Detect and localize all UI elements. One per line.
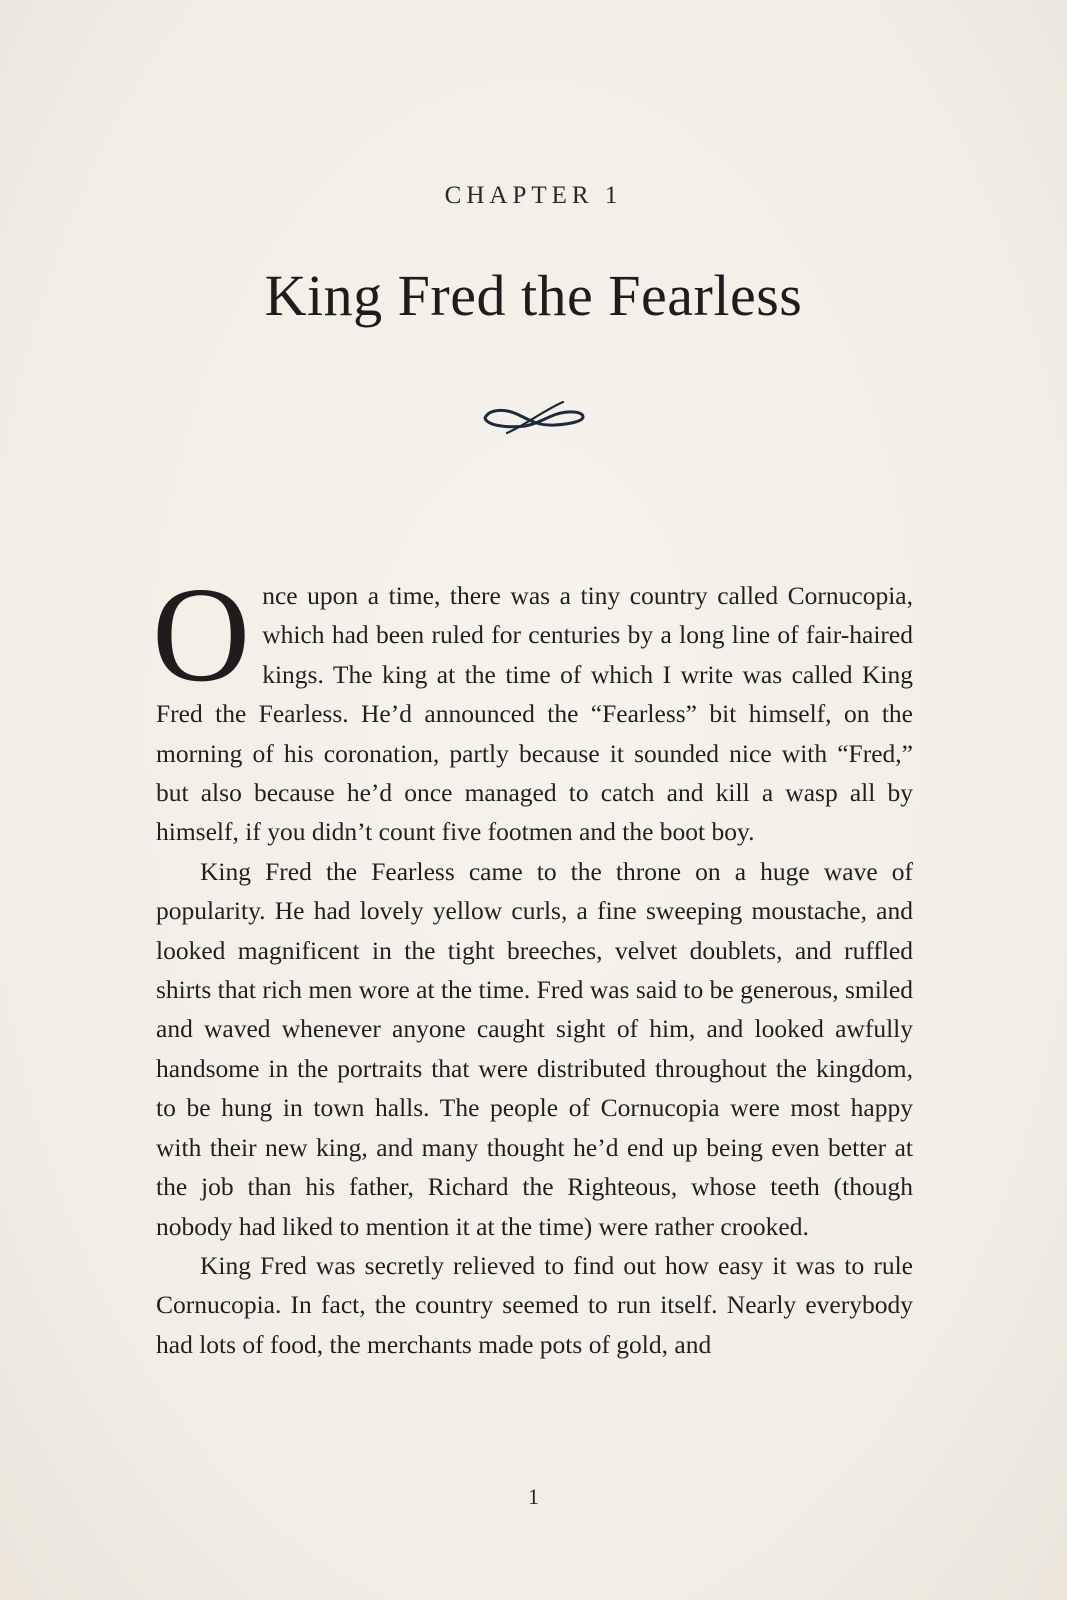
flourish-icon — [479, 396, 589, 440]
paragraph-2: King Fred the Fearless came to the throne on a huge wave of popularity. He had lovely yellow curls, a fine sweeping moustache, and looked magnificent in the tight breeches, velvet doublets, and ruffled shirts that rich men wore at the time. Fred was said to be generous, smiled and waved whenever anyone caught sight of him, and looked awfully handsome in the portraits that were distributed throughout the kingdom, to be hung in town halls. The people of Cornucopia were most happy with their new king, and many thought he’d end up being even better at the job than his father, Richard the Righteous, whose teeth (though nobody had liked to mention it at the time) were rather crooked. — [156, 856, 913, 1241]
chapter-body — [152, 560, 913, 1364]
page-number: 1 — [528, 1484, 539, 1509]
drop-cap: O — [152, 560, 251, 710]
chapter-title: King Fred the Fearless — [264, 263, 803, 328]
paragraph-1 — [152, 560, 913, 852]
chapter-label: CHAPTER 1 — [444, 182, 623, 209]
paragraph-3: King Fred was secretly relieved to find out how easy it was to rule Cornucopia. In fact, the country seemed to run itself. Nearly everybody had lots of food, the merchants made pots of gold, and — [156, 1250, 913, 1359]
paragraph-1-text: nce upon a time, there was a tiny country called Cornucopia, which had been ruled for centuries by a long line of fair-haired kings. The king at the time of which I write was called King Fred the Fearless. He’d announced the “Fearless” bit himself, on the morning of his coronation, partly because it sounded nice with “Fred,” but also because he’d once managed to catch and kill a wasp all by himself, if you didn’t count five footmen and the boot boy. — [156, 581, 913, 847]
